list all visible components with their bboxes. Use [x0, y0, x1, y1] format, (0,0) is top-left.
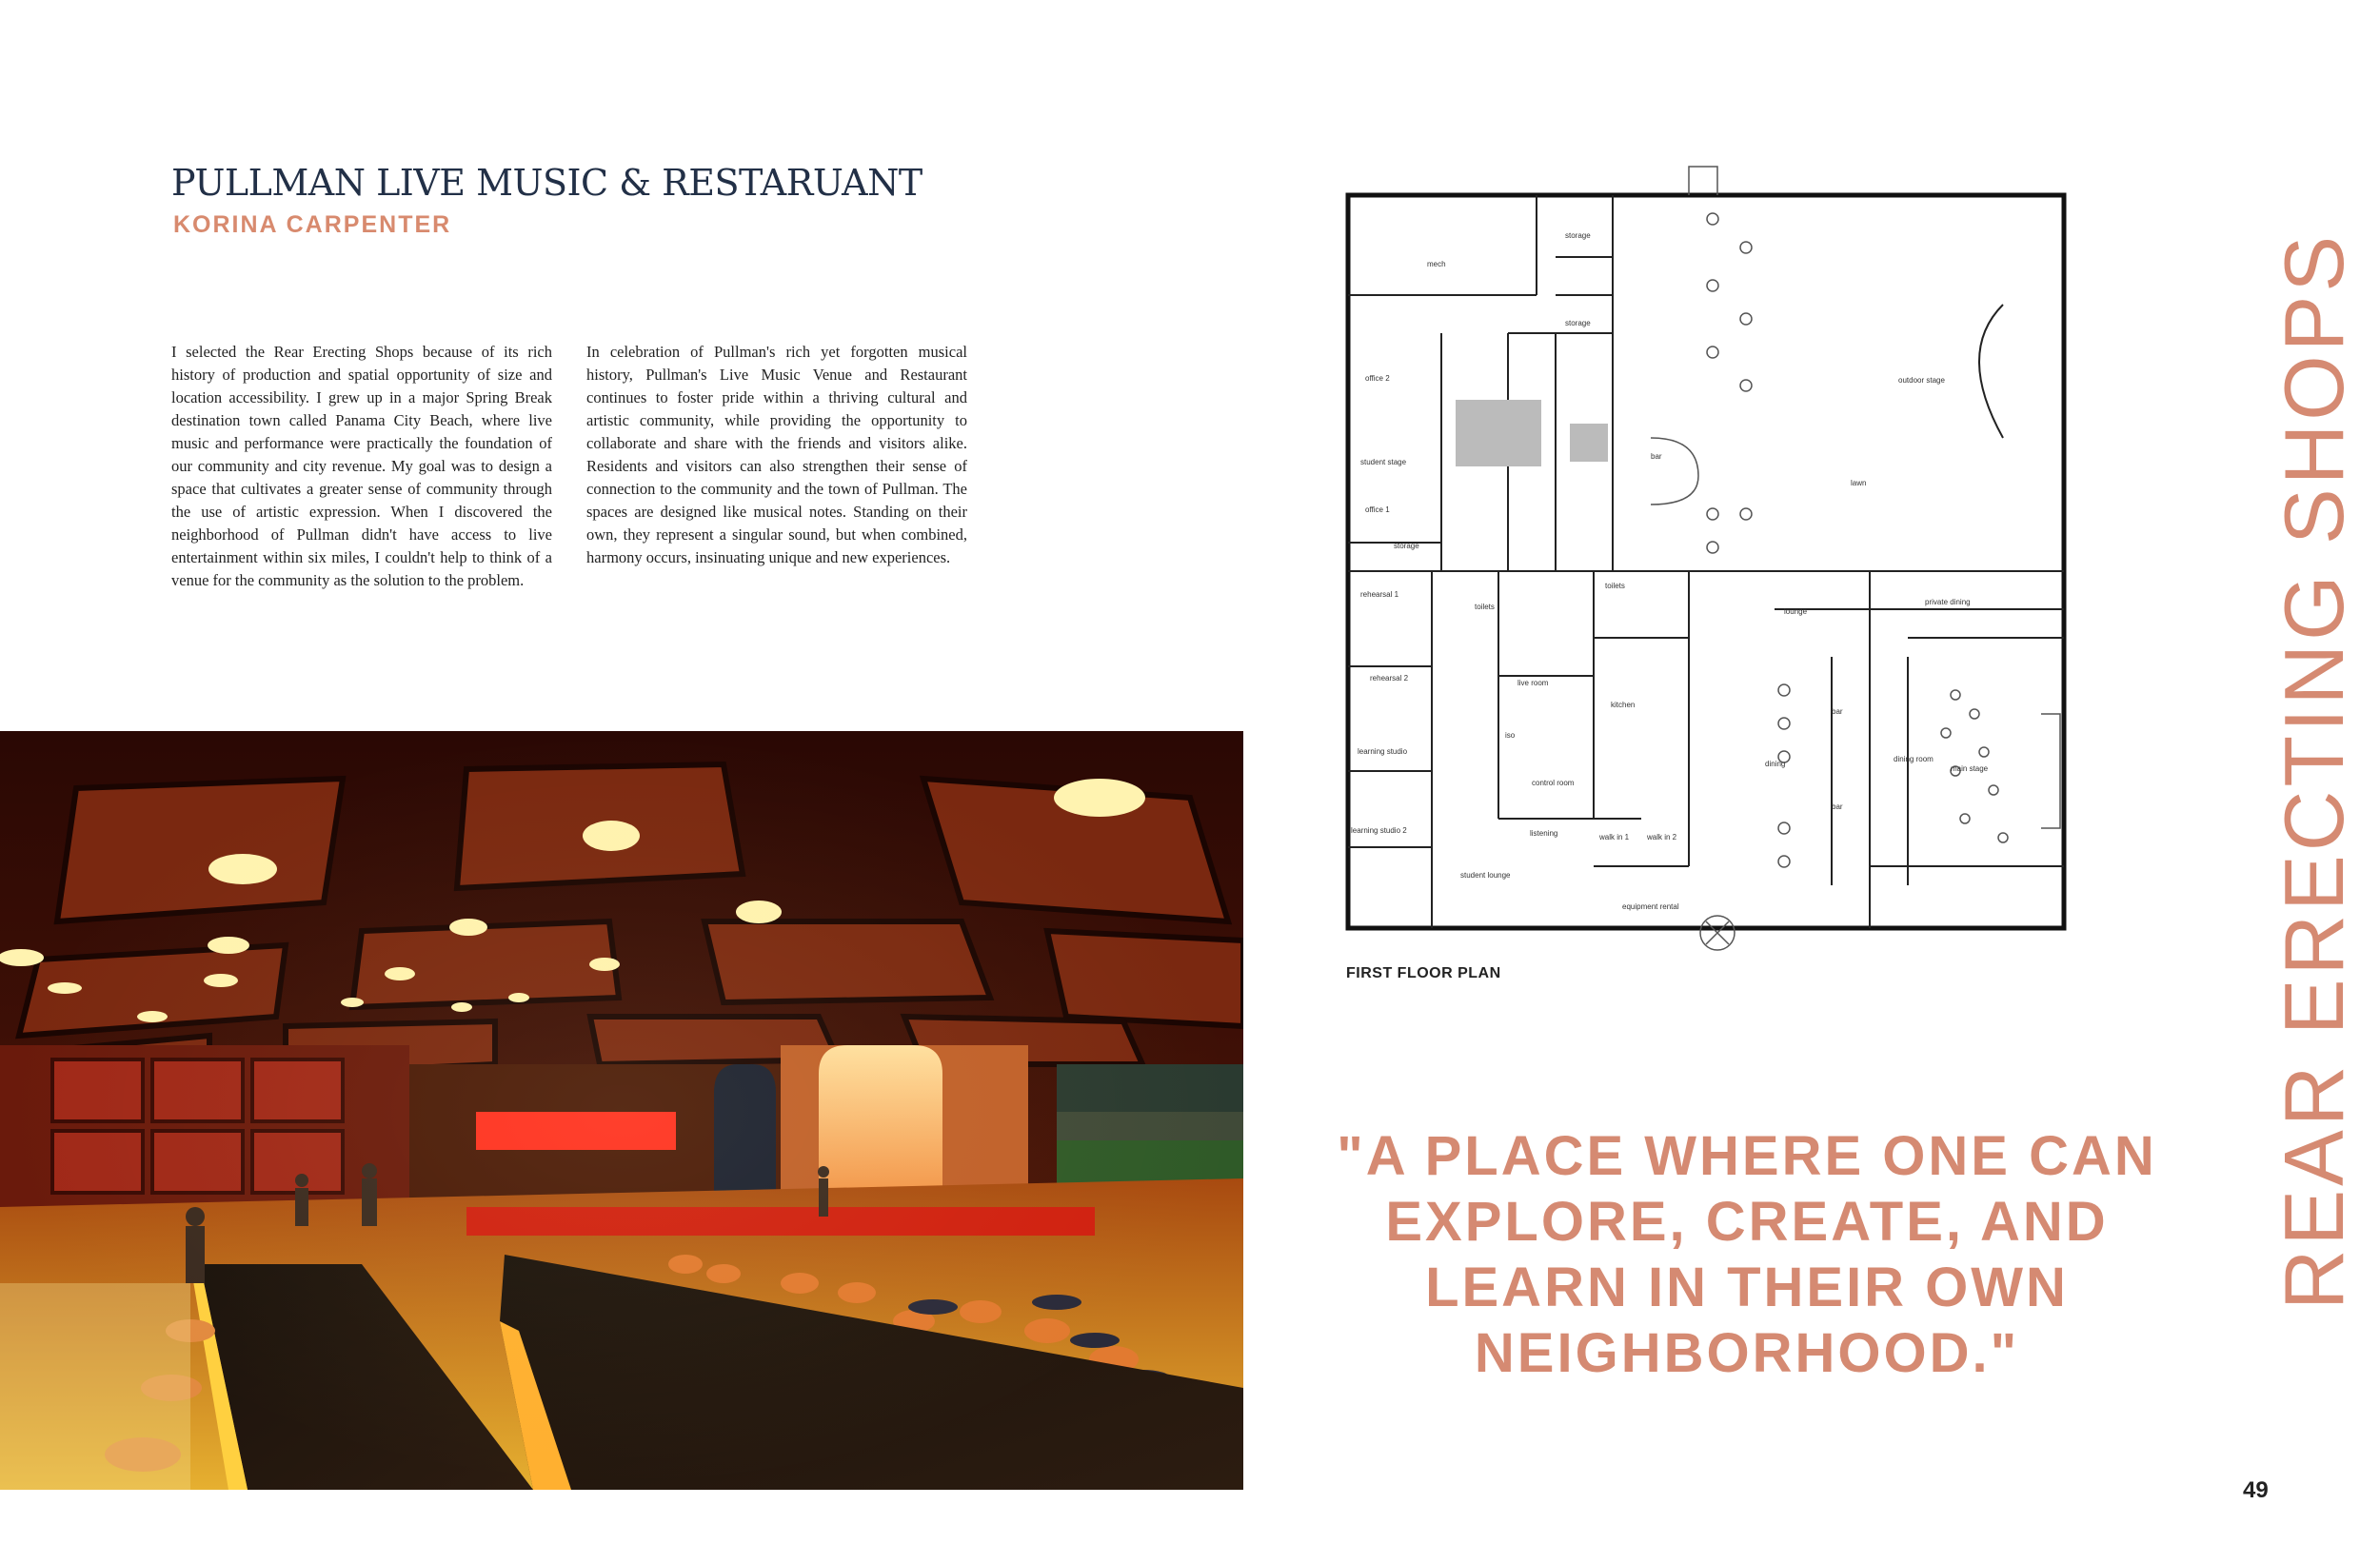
- side-title: REAR ERECTING SHOPS: [2267, 231, 2361, 1311]
- room-dining-room: dining room: [1894, 755, 1934, 763]
- room-toilets: toilets: [1475, 603, 1495, 611]
- room-office-1: office 1: [1365, 505, 1390, 514]
- room-storage: storage: [1565, 231, 1591, 240]
- room-control-room: control room: [1532, 779, 1575, 787]
- pull-quote: "A PLACE WHERE ONE CAN EXPLORE, CREATE, AND LEARN IN THEIR OWN NEIGHBORHOOD.": [1337, 1125, 2157, 1384]
- room-iso: iso: [1505, 731, 1516, 740]
- room-walk-in-1: walk in 1: [1599, 833, 1630, 841]
- interior-rendering: [0, 731, 1243, 1490]
- room-mech: mech: [1427, 260, 1446, 268]
- room-live-room: live room: [1517, 679, 1549, 687]
- room-bar: bar: [1651, 452, 1662, 461]
- room-student-lounge: student lounge: [1460, 871, 1511, 880]
- author-name: KORINA CARPENTER: [173, 211, 452, 238]
- room-outdoor-stage: outdoor stage: [1898, 376, 1945, 385]
- room-walk-in-2: walk in 2: [1647, 833, 1677, 841]
- room-learning-studio: learning studio: [1358, 747, 1408, 756]
- first-floor-plan: [1337, 162, 2079, 954]
- room-learning-studio-2: learning studio 2: [1351, 826, 1407, 835]
- room-kitchen: kitchen: [1611, 701, 1636, 709]
- body-paragraph-1: I selected the Rear Erecting Shops because of its rich history of production and spatial opportunity of size and location accessibility. I grew up in a major Spring Break destination town called Panama City Beach, where live music and performance were practically the foundation of our community and city revenue. My goal was to design a space that cultivates a greater sense of community through the use of artistic expression. When I discovered the neighborhood of Pullman didn't have access to live entertainment within six miles, I couldn't help to think of a venue for the community as the solution to the problem.: [171, 343, 552, 589]
- side-title-wrap: [2264, 162, 2365, 1380]
- room-listening: listening: [1530, 829, 1558, 838]
- room-storage: storage: [1394, 542, 1419, 550]
- project-title: PULLMAN LIVE MUSIC & RESTARUANT: [171, 162, 922, 204]
- body-paragraph-2: In celebration of Pullman's rich yet forgotten musical history, Pullman's Live Music Venue and Restaurant continues to foster pride within a thriving cultural and artistic community, while providing the opportunity to collaborate and share with the friends and visitors alike. Residents and visitors can also strengthen their sense of connection to the community and the town of Pullman. The spaces are designed like musical notes. Standing on their own, they represent a singular sound, but when combined, harmony occurs, insinuating unique and new experiences.: [586, 343, 967, 566]
- room-office-2: office 2: [1365, 374, 1390, 383]
- room-bar: bar: [1832, 707, 1843, 716]
- page-number: 49: [2243, 1477, 2269, 1503]
- room-bar: bar: [1832, 802, 1843, 811]
- room-equipment-rental: equipment rental: [1622, 902, 1679, 911]
- room-main-stage: main stage: [1951, 764, 1989, 773]
- room-lawn: lawn: [1851, 479, 1867, 487]
- room-dining: dining: [1765, 760, 1786, 768]
- room-storage: storage: [1565, 319, 1591, 327]
- room-rehearsal-2: rehearsal 2: [1370, 674, 1409, 683]
- room-student-stage: student stage: [1360, 458, 1407, 466]
- room-rehearsal-1: rehearsal 1: [1360, 590, 1399, 599]
- plan-label: FIRST FLOOR PLAN: [1346, 965, 1501, 981]
- room-private-dining: private dining: [1925, 598, 1971, 606]
- room-toilets: toilets: [1605, 582, 1625, 590]
- room-lounge: lounge: [1784, 607, 1808, 616]
